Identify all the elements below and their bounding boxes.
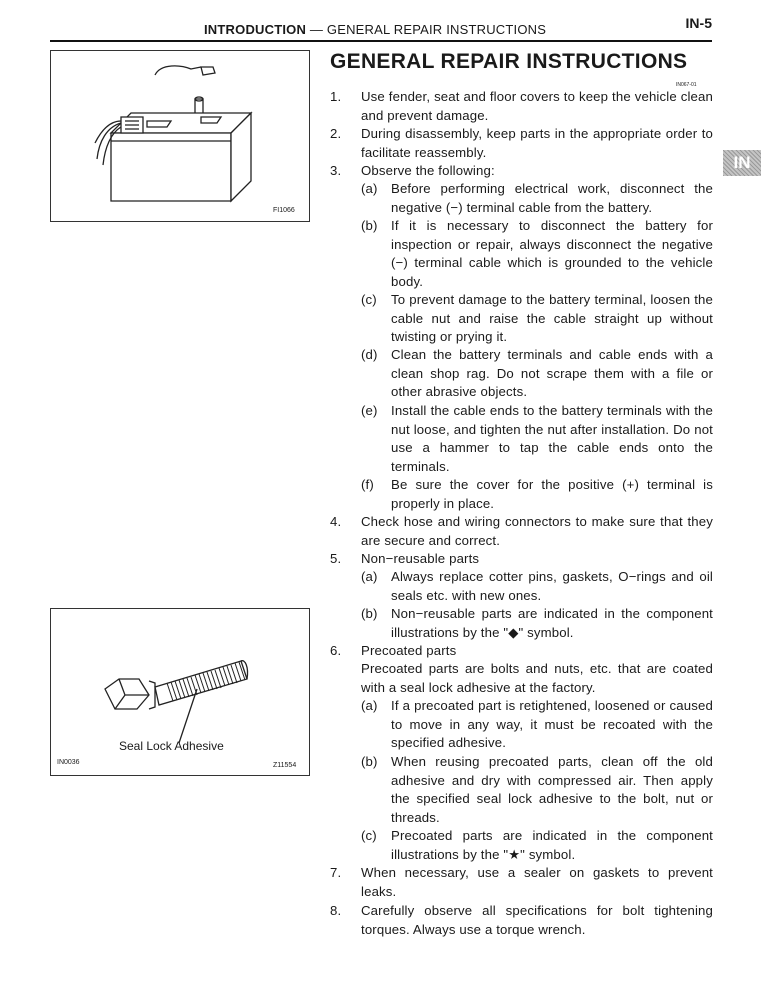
sub-item-text: To prevent damage to the battery terminal, loosen the cable nut and raise the cable straight up without twisting or prying it.: [391, 292, 713, 345]
sub-item-label: (a): [361, 569, 378, 584]
section-tab: IN: [723, 150, 761, 176]
sub-item-text: Non−reusable parts are indicated in the component illustrations by the "◆" symbol.: [391, 606, 713, 640]
item-number: 6.: [330, 643, 342, 658]
item-number: 7.: [330, 865, 342, 880]
sub-item-text: Clean the battery terminals and cable ends with a clean shop rag. Do not scrape them with a file or other abrasive objects.: [391, 347, 713, 400]
page-title: GENERAL REPAIR INSTRUCTIONS: [330, 50, 688, 73]
sub-item-label: (b): [361, 606, 378, 621]
item-text: Observe the following:: [361, 163, 495, 178]
sub-item-label: (b): [361, 218, 378, 233]
subsection-name: GENERAL REPAIR INSTRUCTIONS: [326, 22, 547, 37]
item-number: 5.: [330, 551, 342, 566]
sub-item-label: (c): [361, 292, 377, 307]
sub-item-text: Always replace cotter pins, gaskets, O−rings and oil seals etc. with new ones.: [391, 569, 713, 603]
item-text: Precoated parts: [361, 643, 457, 658]
item-paragraph: Precoated parts are bolts and nuts, etc. that are coated with a seal lock adhesive at the factory.: [361, 661, 713, 695]
sub-item-text: Install the cable ends to the battery terminals with the nut loose, and tighten the nut after installation. Do not use a hammer to tap the cable ends onto the terminals.: [391, 403, 713, 474]
page-header: [50, 15, 712, 42]
item-number: 8.: [330, 903, 342, 918]
section-separator: —: [306, 22, 327, 37]
sub-item-label: (f): [361, 477, 374, 492]
sub-item-label: (b): [361, 754, 378, 769]
item-text: During disassembly, keep parts in the appropriate order to facilitate reassembly.: [361, 126, 713, 160]
sub-item-text: Precoated parts are indicated in the component illustrations by the "★" symbol.: [391, 828, 713, 862]
figure-callout: Seal Lock Adhesive: [119, 739, 224, 753]
item-text: Carefully observe all specifications for bolt tightening torques. Always use a torque wrench.: [361, 903, 713, 937]
sub-item-text: When reusing precoated parts, clean off the old adhesive and dry with compressed air. Then apply the specified seal lock adhesive to the bolt, nut or threads.: [391, 754, 713, 825]
sub-item-label: (e): [361, 403, 378, 418]
sub-item-label: (a): [361, 181, 378, 196]
item-number: 3.: [330, 163, 342, 178]
sub-item-label: (a): [361, 698, 378, 713]
sub-item-text: Be sure the cover for the positive (+) terminal is properly in place.: [391, 477, 713, 511]
figure-code-left: IN0036: [57, 759, 80, 766]
sub-item-text: Before performing electrical work, disconnect the negative (−) terminal cable from the battery.: [391, 181, 713, 215]
section-title: [204, 22, 546, 37]
sub-item-label: (c): [361, 828, 377, 843]
bolt-figure: [50, 608, 310, 776]
document-code: IN067-01: [676, 82, 697, 88]
item-text: Check hose and wiring connectors to make sure that they are secure and correct.: [361, 514, 713, 548]
figure-code-right: Z11554: [273, 762, 297, 769]
item-number: 1.: [330, 89, 342, 104]
figure-code: FI1066: [273, 207, 295, 214]
section-name: INTRODUCTION: [204, 22, 307, 37]
sub-item-label: (d): [361, 347, 378, 362]
item-number: 4.: [330, 514, 342, 529]
item-text: Non−reusable parts: [361, 551, 480, 566]
battery-illustration: [51, 51, 309, 221]
page-number: IN-5: [685, 15, 712, 31]
item-number: 2.: [330, 126, 342, 141]
item-text: When necessary, use a sealer on gaskets to prevent leaks.: [361, 865, 713, 899]
sub-item-text: If a precoated part is retightened, loosened or caused to move in any way, it must be recoated with the specified adhesive.: [391, 698, 713, 751]
battery-figure: [50, 50, 310, 222]
sub-item-text: If it is necessary to disconnect the battery for inspection or repair, always disconnect the negative (−) terminal cable which is grounded to the vehicle body.: [391, 218, 713, 289]
item-text: Use fender, seat and floor covers to keep the vehicle clean and prevent damage.: [361, 89, 713, 123]
